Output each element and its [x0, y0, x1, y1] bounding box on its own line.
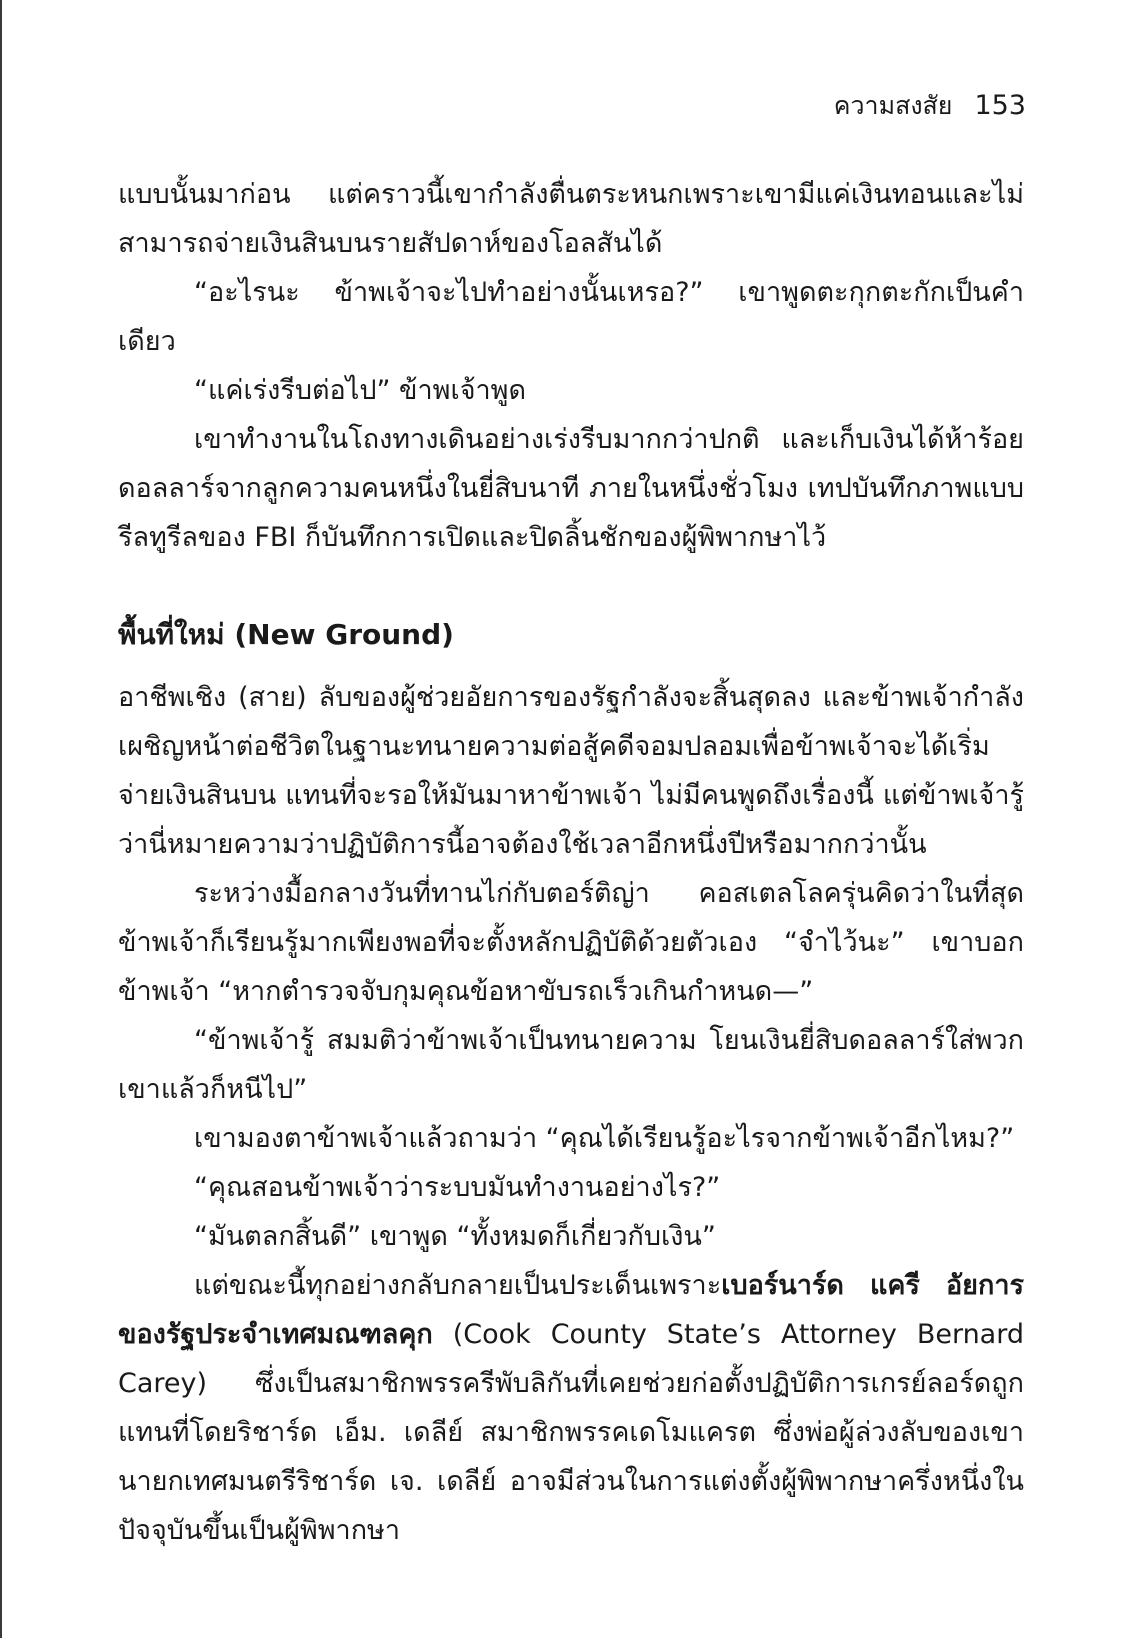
bold-name-phrase: เบอร์นาร์ด แครี อัยการของรัฐประจำเทศมณฑลคุก	[118, 1270, 1024, 1350]
final-text-start: แต่ขณะนี้ทุกอย่างกลับกลายเป็นประเด็นเพราะ	[194, 1270, 722, 1301]
final-text-end: (Cook County State’s Attorney Bernard Carey) ซึ่งเป็นสมาชิกพรรครีพับลิกันที่เคยช่วยก่อตั้งปฏิบัติการเกรย์ลอร์ดถูกแทนที่โดยริชาร์ด เอ็ม. เดลีย์ สมาชิกพรรคเดโมแครต ซึ่งพ่อผู้ล่วงลับของเขานายกเทศมนตรีริชาร์ด เจ. เดลีย์ อาจมีส่วนในการแต่งตั้งผู้พิพากษาครึ่งหนึ่งในปัจจุบันขึ้นเป็นผู้พิพากษา	[118, 1319, 1024, 1546]
paragraph: “มันตลกสิ้นดี” เขาพูด “ทั้งหมดก็เกี่ยวกับเงิน”	[194, 1221, 716, 1252]
page-number: 153	[974, 90, 1026, 121]
paragraph: “ข้าพเจ้ารู้ สมมติว่าข้าพเจ้าเป็นทนายความ โยนเงินยี่สิบดอลลาร์ใส่พวกเขาแล้วก็หนีไป”	[118, 1025, 1024, 1105]
section-spacer	[118, 562, 1024, 610]
page-body	[118, 170, 1024, 1555]
chapter-title: ความสงสัย	[833, 91, 953, 120]
final-paragraph	[118, 1261, 1024, 1555]
paragraph: เขามองตาข้าพเจ้าแล้วถามว่า “คุณได้เรียนรู้อะไรจากข้าพเจ้าอีกไหม?”	[194, 1123, 1015, 1154]
paragraph: อาชีพเชิง (สาย) ลับของผู้ช่วยอัยการของรัฐกำลังจะสิ้นสุดลง และข้าพเจ้ากำลังเผชิญหน้าต่อชีวิตในฐานะทนายความต่อสู้คดีจอมปลอมเพื่อข้าพเจ้าจะได้เริ่มจ่ายเงินสินบน แทนที่จะรอให้มันมาหาข้าพเจ้า ไม่มีคนพูดถึงเรื่องนี้ แต่ข้าพเจ้ารู้ว่านี่หมายความว่าปฏิบัติการนี้อาจต้องใช้เวลาอีกหนึ่งปีหรือมากกว่านั้น	[118, 682, 1024, 860]
running-header	[834, 86, 1026, 126]
paragraph: แบบนั้นมาก่อน แต่คราวนี้เขากำลังตื่นตระหนกเพราะเขามีแค่เงินทอนและไม่สามารถจ่ายเงินสินบนรายสัปดาห์ของโอลสันได้	[118, 179, 1024, 259]
page-edge-line	[0, 0, 2, 1638]
paragraph: เขาทำงานในโถงทางเดินอย่างเร่งรีบมากกว่าปกติ และเก็บเงินได้ห้าร้อยดอลลาร์จากลูกความคนหนึ่งในยี่สิบนาที ภายในหนึ่งชั่วโมง เทปบันทึกภาพแบบรีลทูรีลของ FBI ก็บันทึกการเปิดและปิดลิ้นชักของผู้พิพากษาไว้	[118, 424, 1024, 553]
paragraph: “แค่เร่งรีบต่อไป” ข้าพเจ้าพูด	[194, 375, 527, 406]
section-heading: พื้นที่ใหม่ (New Ground)	[118, 618, 454, 651]
paragraph: “คุณสอนข้าพเจ้าว่าระบบมันทำงานอย่างไร?”	[194, 1172, 721, 1203]
paragraph: “อะไรนะ ข้าพเจ้าจะไปทำอย่างนั้นเหรอ?” เขาพูดตะกุกตะกักเป็นคำเดียว	[118, 277, 1024, 357]
paragraph: ระหว่างมื้อกลางวันที่ทานไก่กับตอร์ติญ่า คอสเตลโลครุ่นคิดว่าในที่สุดข้าพเจ้าก็เรียนรู้มากเพียงพอที่จะตั้งหลักปฏิบัติด้วยตัวเอง “จำไว้นะ” เขาบอกข้าพเจ้า “หากตำรวจจับกุมคุณข้อหาขับรถเร็วเกินกำหนด—”	[118, 878, 1024, 1007]
